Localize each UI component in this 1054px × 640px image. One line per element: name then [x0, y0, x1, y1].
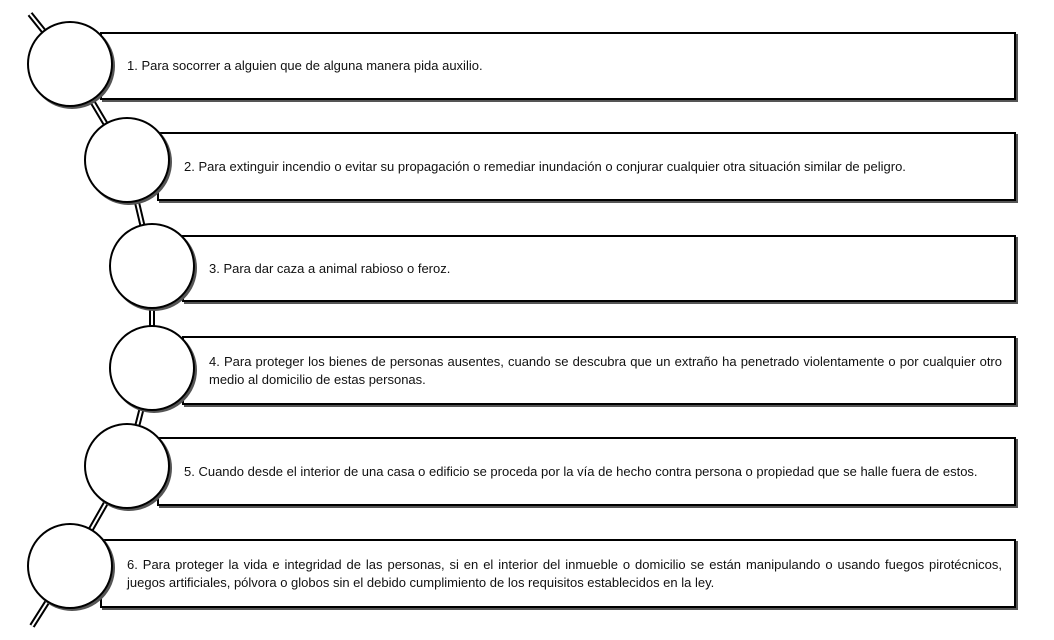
list-item-box — [100, 539, 1016, 608]
list-item-box — [182, 235, 1016, 302]
list-item-box — [182, 336, 1016, 405]
list-item-box — [157, 437, 1016, 506]
item-circle-marker — [84, 117, 170, 203]
item-circle-marker — [109, 325, 195, 411]
list-item-text: 4. Para proteger los bienes de personas ausentes, cuando se descubra que un extraño ha penetrado violentamente o por cualquier otro medio al domicilio de estas personas. — [209, 353, 1002, 387]
list-item-text: 2. Para extinguir incendio o evitar su propagación o remediar inundación o conjurar cualquier otra situación similar de peligro. — [184, 158, 906, 174]
list-item-text: 3. Para dar caza a animal rabioso o feroz. — [209, 260, 451, 276]
list-item-box — [100, 32, 1016, 100]
list-item-text: 6. Para proteger la vida e integridad de las personas, si en el interior del inmueble o domicilio se están manipulando o usando fuegos pirotécnicos, juegos artificiales, pólvora o globos sin el debido cumplimiento de los requisitos establecidos en la ley. — [127, 556, 1002, 590]
list-item-text: 1. Para socorrer a alguien que de alguna manera pida auxilio. — [127, 58, 483, 73]
list-item-text: 5. Cuando desde el interior de una casa o edificio se proceda por la vía de hecho contra persona o propiedad que se halle fuera de estos. — [184, 463, 978, 479]
item-circle-marker — [27, 523, 113, 609]
item-circle-marker — [27, 21, 113, 107]
list-item-box — [157, 132, 1016, 201]
item-circle-marker — [84, 423, 170, 509]
item-circle-marker — [109, 223, 195, 309]
